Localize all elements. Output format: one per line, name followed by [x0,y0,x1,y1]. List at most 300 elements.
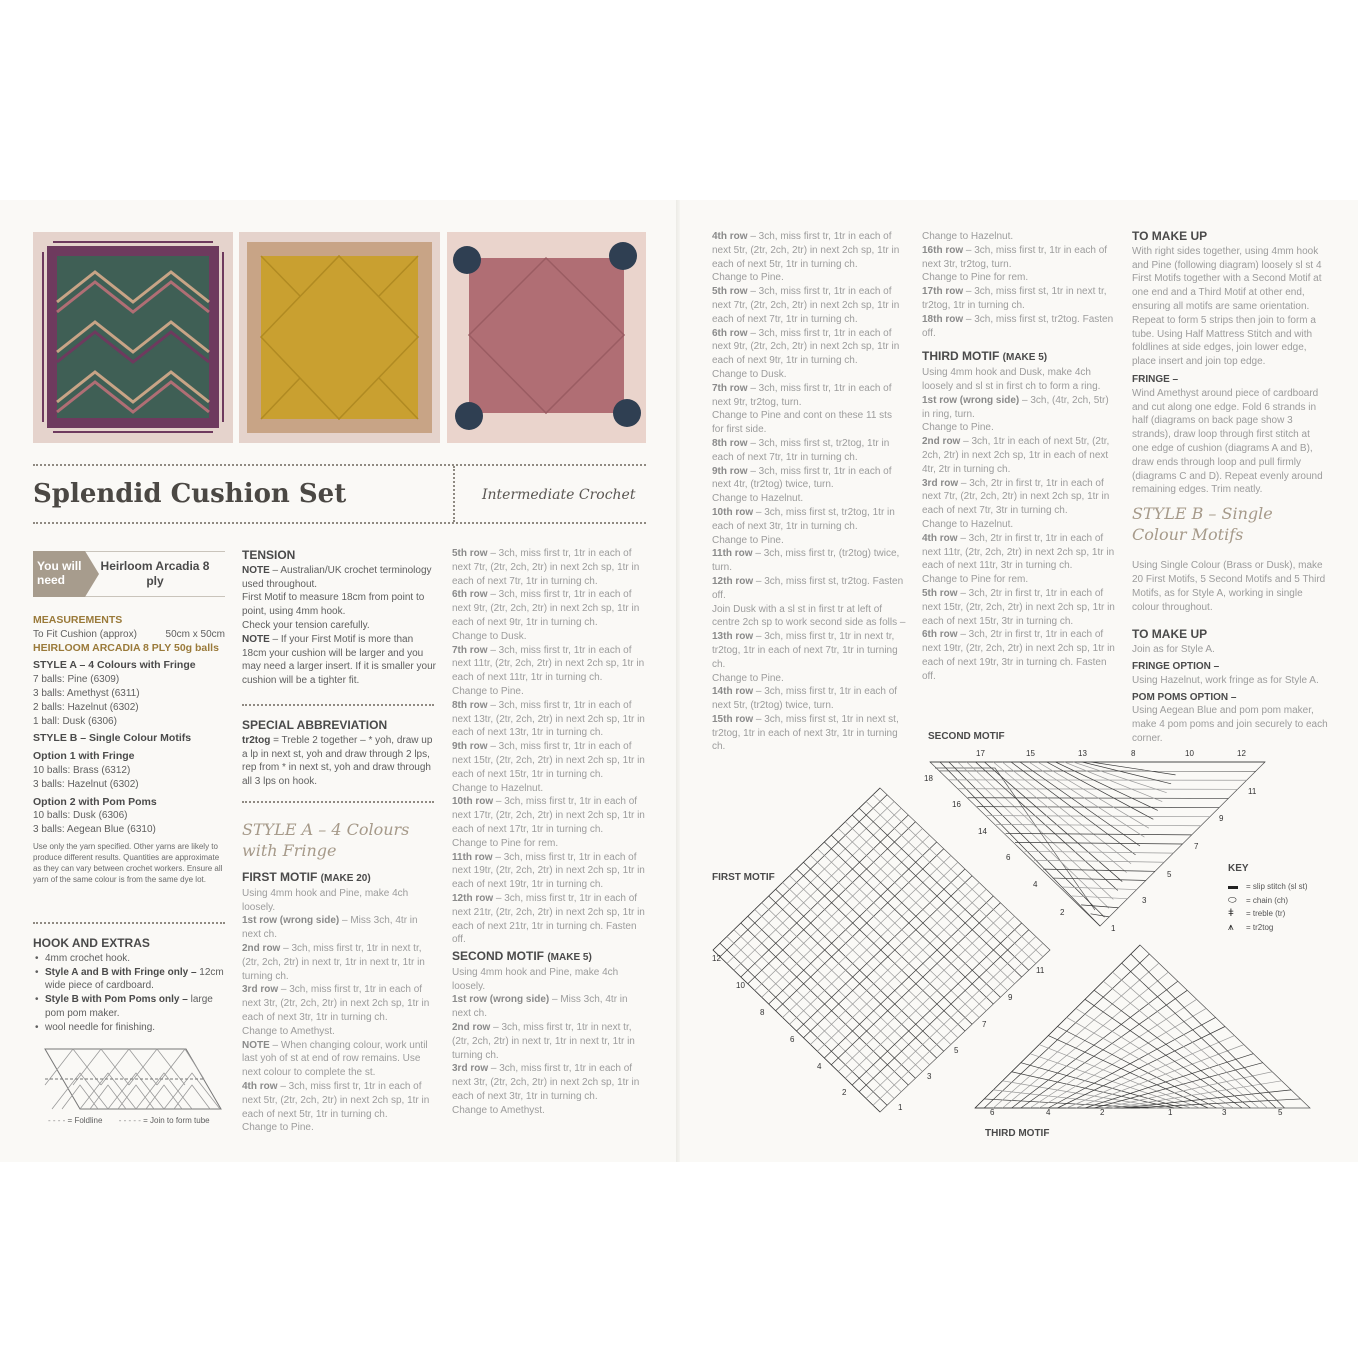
second-motif-chart [930,762,1265,926]
third-motif-heading: THIRD MOTIF [922,349,1000,364]
instruction-line [712,575,906,603]
row-text: – 3ch, miss first tr, 1tr in each of next 9tr, (2tr, 2ch, 2tr) in next 2ch sp, 1tr in each of next 9tr, 1tr in turning ch. [712,327,900,367]
row-text: – 3ch, 2tr in first tr, 1tr in each of next 19tr, (2tr, 2ch, 2tr) in next 2ch sp, 1tr in each of next 19tr, 3tr in turning ch. Fasten off. [922,629,1115,682]
instruction-line: Change to Pine. [452,685,524,697]
fringe-heading: FRINGE – [1132,373,1179,385]
instruction-line: Change to Pine. [712,534,784,546]
hook-item-label: Style B with Pom Poms only – [45,994,188,1006]
stitch-mark [1081,905,1118,908]
row-number: 18 [924,774,933,783]
instruction-line [922,628,1116,683]
row-number: 2 [1060,908,1065,917]
instruction-line: Change to Amethyst. [452,1104,545,1116]
row-number: 12 [1237,749,1246,758]
fold-legend: - - - - = Foldline - - - - - = Join to form tube [48,1116,210,1125]
row-label: 10th row [452,796,494,808]
fringe-option-text: Using Hazelnut, work fringe as for Style A. [1132,674,1319,686]
row-number: 4 [817,1062,822,1071]
photo-brass-fringe-cushion [239,232,440,443]
yarn-item: 1 ball: Dusk (6306) [33,715,117,727]
hook-item [33,966,225,994]
row-text: – 3ch, miss first st, tr2tog. Fasten off. [922,313,1114,339]
option2-yarn-list [33,809,225,837]
row-text: – 3ch, miss first tr, 1tr in each of next 21tr, (2tr, 2ch, 2tr) in next 2ch sp, 1tr in each of next 21tr, 1tr in turning ch. Fasten off. [452,892,645,946]
row-text: – 3ch, miss first tr, 1tr in each of next 7tr, (2tr, 2ch, 2tr) in next 2ch sp, 1tr in each of next 7tr, 1tr in turning ch. [452,548,640,587]
abbreviation-section [242,719,437,789]
divider [33,464,646,466]
measurements-heading: MEASUREMENTS [33,614,123,626]
instruction-line: Change to Amethyst. [242,1025,335,1037]
make-up-heading: TO MAKE UP [1132,229,1208,243]
stitch-mark [1131,954,1285,1108]
hook-list [33,952,225,1035]
row-text: – 3ch, miss first tr, 1tr in each of next 11tr, (2tr, 2ch, 2tr) in next 2ch sp, 1tr in each of next 11tr, 1tr in turning ch. [452,644,645,684]
instruction-line [712,506,906,534]
first-motif-label: FIRST MOTIF [712,872,775,883]
instruction-line [242,942,437,983]
row-text: – 3ch, miss first st, tr2tog, 1tr in each of next 7tr, 1tr in turning ch. [712,437,890,463]
row-label: 4th row [242,1080,278,1092]
instruction-line: Change to Dusk. [712,368,787,380]
stitch-mark [1021,990,1187,1108]
row-label: 5th row [712,286,748,298]
key-label: = treble (tr) [1246,909,1286,919]
key-chain [1228,894,1348,908]
row-number: 3 [1222,1108,1227,1117]
hook-item [33,952,225,966]
option1-yarn-list [33,764,225,792]
foldline-legend: = Foldline [67,1116,103,1125]
row-number: 2 [842,1088,847,1097]
row-text: – 3ch, miss first tr, 1tr in each of next 5tr, (tr2tog) twice, turn. [712,686,898,712]
abbreviation-heading: SPECIAL ABBREVIATION [242,718,388,732]
note-text: – If your First Motif is more than 18cm your cushion will be larger and you may need a larger insert. If it is smaller your cushion will be a tighter fit. [242,633,436,687]
materials-column [33,614,225,885]
row-text: – 3ch, miss first st, 1tr in next st, tr2tog, 1tr in each of next 3tr, 1tr in turning ch. [712,713,899,753]
row-text: – 3ch, miss first st, tr2tog. Fasten off. [712,575,904,601]
row-label: 11th row [712,548,753,560]
row-label: 17th row [922,286,964,298]
yarn-note: Use only the yarn specified. Other yarns are likely to produce different results. Quantities are approximate as they can vary between crochet workers. Ensure all yarn of the same colour is from the same dye lot. [33,841,223,884]
make-up-heading: TO MAKE UP [1132,627,1208,642]
divider [33,922,225,924]
magazine-spread [0,200,1358,1162]
make-up-column [1132,230,1328,746]
row-number: 11 [1036,966,1045,975]
page-title: Splendid Cushion Set [33,479,347,509]
fringe-option-heading: FRINGE OPTION – [1132,660,1220,672]
row-number: 7 [982,1020,987,1029]
instruction-line: Change to Pine. [712,672,784,684]
stitch-mark [1043,869,1155,871]
instruction-line [922,587,1116,628]
row-text: – Miss 3ch, 4tr in next ch. [452,994,628,1020]
row-label: 11th row [452,851,493,863]
row-text: – 3ch, miss first tr, 1tr in next tr, (2tr, 2ch, 2tr) in next tr, 1tr in next tr, 1tr in turning ch. [242,942,425,982]
stitch-mark [1062,887,1136,890]
right-page [680,200,1358,1162]
row-text: – 3ch, (4tr, 2ch, 5tr) in ring, turn. [922,394,1109,420]
row-number: 13 [1078,749,1087,758]
stitch-mark [1038,762,1149,828]
instruction-line: Join Dusk with a sl st in first tr at left of centre 2ch sp to work second side as folls – [712,603,906,629]
row-label: 14th row [712,686,754,698]
make-up-text: With right sides together, using 4mm hook and Pine (following diagram) loosely sl st 4 First Motifs together with a Second Motif at one end and a Third Motif at other end, ensuring all motifs are same orientation. Repeat to form 5 strips then join to form a tube. Using Half Mattress Stitch and with foldlines at side edges, join lower edge, place insert and join top edge. [1132,245,1322,368]
style-a-yarn-list [33,673,225,728]
hook-item [33,993,225,1021]
instruction-line [452,588,646,629]
style-b-text: Using Single Colour (Brass or Dusk), make 20 First Motifs, 5 Second Motifs and 5 Third Motifs, as for Style A, working in single colour throughout. [1132,560,1326,613]
row-number: 1 [898,1103,903,1112]
yarn-item: 3 balls: Hazelnut (6302) [33,778,139,790]
row-text: – 3ch, miss first tr, 1tr in each of next 3tr, tr2tog, turn. [922,244,1108,270]
tr2tog-icon: ⩚ [1228,922,1234,934]
abbreviation-term: tr2tog [242,734,271,746]
row-label: 7th row [712,382,748,394]
row-text: – 3ch, miss first tr, 1tr in each of next 4tr, (tr2tog) twice, turn. [712,465,892,491]
row-label: 16th row [922,244,964,256]
stitch-mark [1091,762,1175,775]
hook-item-text: 4mm crochet hook. [45,952,131,964]
instruction-line [712,630,906,671]
instruction-line [712,382,906,410]
yarn-item: 2 balls: Hazelnut (6302) [33,701,139,713]
stitch-mark [993,762,1126,873]
yarn-item: 10 balls: Dusk (6306) [33,810,128,822]
instruction-line: Change to Hazelnut. [712,493,804,505]
style-b-heading: STYLE B – Single Colour Motifs [1132,504,1273,545]
first-motif-instructions [242,887,437,1135]
left-page [0,200,676,1162]
pompom-option-heading: POM POMS OPTION – [1132,691,1237,703]
instruction-line: Using 4mm hook and Pine, make 4ch loosely. [452,966,619,992]
instruction-line [452,644,646,685]
row-number: 6 [990,1108,995,1117]
row-text: – 3ch, miss first tr, 1tr in next tr, tr2tog, 1tr in each of next 7tr, 1tr in turning ch. [712,631,898,670]
instruction-line [712,230,906,271]
hook-item-text: wool needle for finishing. [45,1021,156,1033]
row-label: 9th row [712,465,748,477]
instruction-line [452,892,646,947]
row-number: 10 [1185,749,1194,758]
divider [242,801,434,803]
instruction-line [452,851,646,892]
row-text: – 3ch, 2tr in first tr, 1tr in each of next 15tr, (2tr, 2ch, 2tr) in next 2ch sp, 1tr in each of next 15tr, 3tr in turning ch. [922,587,1115,627]
row-text: – 3ch, miss first tr, 1tr in each of next 19tr, (2tr, 2ch, 2tr) in next 2ch sp, 1tr in each of next 19tr, 1tr in turning ch. [452,851,645,891]
first-motif-rows-cont [452,547,646,947]
row-text: – 3ch, miss first tr, (tr2tog) twice, turn. [712,548,900,574]
second-motif-section [452,950,646,1118]
balls-heading: HEIRLOOM ARCADIA 8 PLY 50g balls [33,641,219,654]
stitch-mark [1094,990,1250,1108]
key-treble [1228,907,1348,921]
fit-label: To Fit Cushion (approx) [33,628,137,640]
instruction-line: Change to Pine for rem. [452,837,559,849]
row-text: – 3ch, miss first tr, 1tr in each of next 5tr, (2tr, 2ch, 2tr) in next 2ch sp, 1tr in each of next 5tr, 1tr in turning ch. [712,231,900,270]
stitch-mark [1024,851,1173,853]
row-number: 10 [736,981,745,990]
treble-icon: ǂ [1228,908,1234,920]
stitch-mark [1091,914,1110,917]
pompom-option-text: Using Aegean Blue and pom pom maker, make 4 pom poms and join securely to each corner. [1132,705,1328,744]
instruction-line [922,394,1116,422]
yarn-item: 7 balls: Pine (6309) [33,674,120,686]
instruction-line [712,685,906,713]
yarn-name: Heirloom Arcadia 8 ply [100,559,210,588]
instruction-line [452,1021,646,1062]
row-number: 6 [1006,853,1011,862]
row-number: 2 [1100,1108,1105,1117]
skill-level: Intermediate Crochet [482,487,636,503]
row-number: 5 [1278,1108,1283,1117]
hook-item [33,1021,225,1035]
yarn-item: 3 balls: Aegean Blue (6310) [33,824,156,836]
abbreviation-text: = Treble 2 together – * yoh, draw up a lp in next st, yoh and draw through 2 lps, rep from * in next st, yoh and draw through all 3 lps on hook. [242,734,433,788]
instruction-line [452,547,646,588]
stitch-mark [1072,896,1128,899]
first-motif-heading: FIRST MOTIF [242,870,318,884]
photo-dusk-pompom-cushion [447,232,646,443]
key-label: = slip stitch (sl st) [1246,881,1308,891]
row-label: 1st row (wrong side) [452,994,550,1006]
stitch-mark [1058,1027,1217,1109]
row-number: 6 [790,1035,795,1044]
row-label: 5th row [452,548,488,559]
row-text: – 3ch, 2tr in first tr, 1tr in each of next 11tr, (2tr, 2ch, 2tr) in next 2ch sp, 1tr in each of next 11tr, 3tr in turning ch. [922,532,1115,572]
stitch-mark [1015,842,1183,844]
row-text: – 3ch, 1tr in each of next 5tr, (2tr, 2ch, 2tr) in next 2ch sp, 1tr in each of next 4tr, 2tr in turning ch. [922,436,1110,475]
divider [33,522,646,524]
stitch-mark [940,762,1100,926]
photo-style-a-cushion [33,232,233,443]
row-number: 5 [954,1046,959,1055]
instruction-line: Change to Pine for rem. [922,574,1029,586]
row-label: 13th row [712,631,754,643]
stitch-mark [1039,1045,1199,1108]
row-label: 7th row [452,644,488,656]
row-number: 5 [1167,870,1172,879]
row-label: 9th row [452,741,488,753]
second-motif-rows-cont [712,230,906,754]
row-text: – 3ch, miss first tr, 1tr in each of next 13tr, (2tr, 2ch, 2tr) in next 2ch sp, 1tr in each of next 13tr, 1tr in turning ch. [452,699,645,739]
row-label: 3rd row [242,984,279,996]
row-label: 6th row [452,589,488,601]
row-number: 16 [952,800,961,809]
row-text: – 3ch, miss first tr, 1tr in each of next 3tr, (2tr, 2ch, 2tr) in next 2ch sp, 1tr in each of next 3tr, 1tr in turning ch. [242,984,430,1023]
row-text: – 3ch, miss first st, 1tr in next tr, tr2tog, 1tr in turning ch. [922,286,1107,311]
instruction-line: Change to Hazelnut. [452,782,544,794]
key [1228,862,1348,935]
instruction-line [712,437,906,465]
hook-item-text: 12cm wide piece of cardboard. [45,966,224,992]
instruction-line: Change to Hazelnut. [922,231,1014,242]
key-label: = tr2tog [1246,923,1274,933]
second-motif-heading: SECOND MOTIF [452,949,544,963]
row-number: 8 [760,1008,765,1017]
row-text: – When changing colour, work until last yoh of st at end of row remains. Use next colour to complete the st. [242,1039,428,1079]
tension-text: First Motif to measure 18cm from point to point, using 4mm hook. [242,592,425,618]
option2-label: Option 2 with Pom Poms [33,795,157,808]
row-number: 3 [927,1072,932,1081]
third-motif-label: THIRD MOTIF [985,1128,1050,1139]
tension-heading: TENSION [242,548,296,562]
key-label: = chain (ch) [1246,895,1289,905]
row-number: 11 [1248,787,1257,796]
instruction-line: Using 4mm hook and Pine, make 4ch loosely. [242,887,409,913]
row-number: 15 [1026,749,1035,758]
instruction-line [712,285,906,326]
instruction-line [712,327,906,368]
instruction-line: Change to Pine. [922,422,994,434]
instruction-line [452,795,646,836]
instruction-line [242,914,437,942]
instruction-line [922,532,1116,573]
row-number: 14 [978,827,987,836]
instruction-line [922,244,1116,272]
row-number: 8 [1131,749,1136,758]
instruction-line: Change to Dusk. [452,630,527,642]
instruction-line [242,1080,437,1121]
instruction-line [452,699,646,740]
row-label: 4th row [922,532,958,544]
row-number: 17 [976,749,985,758]
style-a-heading: STYLE A – 4 Colours with Fringe [242,820,410,860]
row-text: – 3ch, 2tr in first tr, 1tr in each of next 7tr, (2tr, 2ch, 2tr) in next 2ch sp, 1tr in each of next 7tr, 3tr in turning ch. [922,477,1110,517]
hook-item-label: Style A and B with Fringe only – [45,966,197,978]
row-text: – 3ch, miss first st, tr2tog, 1tr in each of next 3tr, 1tr in turning ch. [712,506,895,532]
row-number: 4 [1033,880,1038,889]
fit-row [33,628,225,642]
join-legend: = Join to form tube [143,1116,210,1125]
instruction-line [922,435,1116,476]
fringe-text: Wind Amethyst around piece of cardboard and cut along one edge. Fold 6 strands in half (diagrams on back page show 3 strands), draw loop through first stitch at one edge of cushion (diagrams A and B), draw ends through loop and pull firmly (diagrams C and D). Repeat evenly around remaining edges. Trim neatly. [1132,387,1323,496]
style-a-label: STYLE A – 4 Colours with Fringe [33,659,196,672]
row-label: 3rd row [452,1063,489,1075]
row-label: 2nd row [242,942,281,954]
arrow-shape [85,551,99,597]
stitch-mark [1006,833,1192,834]
instruction-line: Change to Pine. [712,272,784,284]
row-label: 6th row [922,629,958,641]
hook-item-text: large pom pom maker. [45,994,213,1019]
key-tr2tog [1228,921,1348,935]
row-number: 9 [1219,814,1224,823]
row-label: 12th row [712,575,754,587]
row-label: NOTE [242,1039,270,1051]
row-label: 8th row [452,699,488,711]
make-count: (MAKE 20) [320,873,371,884]
row-text: – 3ch, miss first tr, 1tr in each of next 3tr, (2tr, 2ch, 2tr) in next 2ch sp, 1tr in each of next 3tr, 1tr in turning ch. [452,1063,640,1102]
stitch-mark [1011,762,1135,855]
instruction-line [922,285,1116,313]
row-number: 9 [1008,993,1013,1002]
row-label: 1st row (wrong side) [242,915,340,927]
note-text: – Australian/UK crochet terminology used throughout. [242,564,432,590]
third-motif-instructions [922,366,1116,683]
tension-check: Check your tension carefully. [242,619,370,631]
divider [242,704,434,706]
divider [453,466,455,522]
stitch-mark [1034,860,1164,862]
stitch-mark [996,825,1201,826]
row-label: 5th row [922,587,958,599]
instruction-line: Change to Hazelnut. [922,518,1014,530]
row-label: 12th row [452,892,494,904]
instruction-line: Using 4mm hook and Dusk, make 4ch loosely and sl st in first ch to form a ring. [922,367,1101,392]
fold-diagram [44,1048,222,1110]
make-up-text: Join as for Style A. [1132,644,1215,656]
row-text: – Miss 3ch, 4tr in next ch. [242,915,418,941]
second-motif-rows-end [922,230,1116,340]
first-motif-chart [713,788,1050,1112]
row-label: 18th row [922,313,964,325]
instruction-line [922,313,1116,341]
row-label: 6th row [712,327,748,339]
second-third-column [922,230,1116,684]
row-label: 1st row (wrong side) [922,394,1020,406]
stitch-mark [1002,762,1131,864]
row-label: 15th row [712,713,754,725]
row-text: – 3ch, miss first tr, 1tr in each of next 15tr, (2tr, 2ch, 2tr) in next 2ch sp, 1tr in each of next 15tr, 1tr in turning ch. [452,741,645,780]
make-count: (MAKE 5) [547,952,592,963]
you-will-need-label: You will need [33,551,85,597]
hook-heading: HOOK AND EXTRAS [33,936,150,950]
row-number: 12 [712,954,721,963]
first-motif-section [242,813,437,1135]
stitch-mark [1012,1072,1174,1108]
second-motif-label: SECOND MOTIF [928,731,1005,742]
hook-section [33,937,225,1035]
third-motif-chart [975,945,1310,1108]
chain-icon: ⬭ [1228,894,1237,906]
row-number: 7 [1194,842,1199,851]
option1-label: Option 1 with Fringe [33,750,135,763]
instruction-line [452,740,646,781]
make-count: (MAKE 5) [1002,352,1048,364]
instruction-line: Change to Pine for rem. [922,272,1029,284]
row-label: 3rd row [922,477,959,489]
instruction-line [242,1039,437,1080]
yarn-item: 10 balls: Brass (6312) [33,764,131,776]
row-label: 10th row [712,506,754,518]
instruction-line [452,993,646,1021]
note-label: NOTE [242,564,270,576]
instruction-line: Change to Pine. [242,1122,314,1134]
stitch-mark [1058,1027,1226,1109]
tension-column [242,549,437,688]
row-text: – 3ch, miss first tr, 1tr in each of next 5tr, (2tr, 2ch, 2tr) in next 2ch sp, 1tr in each of next 5tr, 1tr in turning ch. [242,1080,430,1120]
motif-diagrams [710,740,1330,1150]
instruction-line [922,477,1116,518]
row-text: – 3ch, miss first tr, 1tr in next tr, (2tr, 2ch, 2tr) in next tr, 1tr in next tr, 1tr in turning ch. [452,1021,635,1061]
instruction-line [242,983,437,1024]
instruction-line [452,1062,646,1103]
instruction-line [712,465,906,493]
row-text: – 3ch, miss first tr, 1tr in each of next 7tr, (2tr, 2ch, 2tr) in next 2ch sp, 1tr in each of next 7tr, 1tr in turning ch. [712,286,900,325]
yarn-item: 3 balls: Amethyst (6311) [33,687,140,699]
row-text: – 3ch, miss first tr, 1tr in each of next 9tr, (2tr, 2ch, 2tr) in next 2ch sp, 1tr in each of next 9tr, 1tr in turning ch. [452,589,640,628]
stitch-mark [1082,762,1171,784]
row-label: 2nd row [452,1021,491,1033]
instruction-line [712,547,906,575]
row-number: 4 [1046,1108,1051,1117]
instruction-line: Change to Pine and cont on these 11 sts for first side. [712,410,892,436]
key-title: KEY [1228,863,1249,874]
row-text: – 3ch, miss first tr, 1tr in each of next 9tr, tr2tog, turn. [712,382,892,408]
key-sl-st [1228,880,1348,894]
stitch-mark [1064,762,1162,802]
stitch-mark [949,762,1105,917]
